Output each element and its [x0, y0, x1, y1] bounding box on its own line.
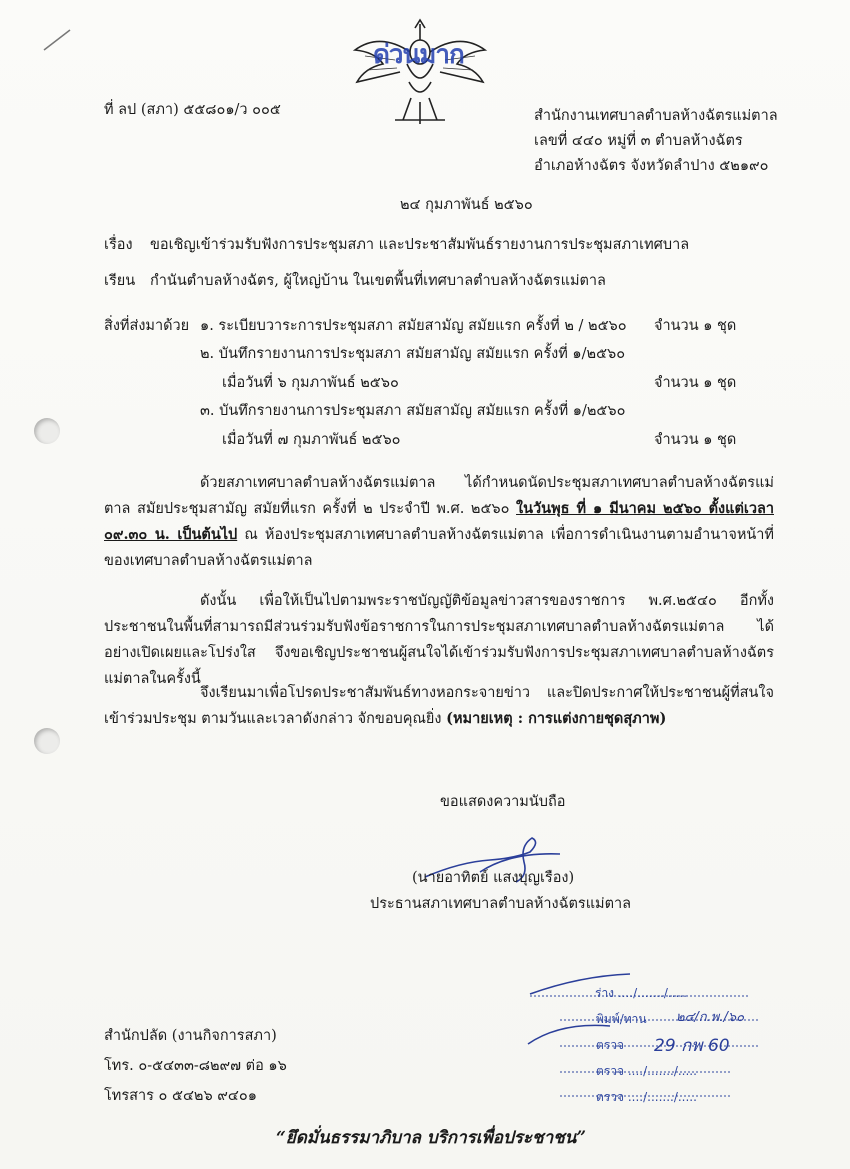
stamp-typed-date: ๒๔/ก.พ./๖๐	[676, 1010, 745, 1025]
punch-hole-top	[34, 418, 60, 444]
body-paragraph-3	[104, 680, 774, 732]
office-line-2: เลขที่ ๔๔๐ หมู่ที่ ๓ ตำบลห้างฉัตร	[534, 133, 743, 149]
enclosure-2-line2: เมื่อวันที่ ๖ กุมภาพันธ์ ๒๕๖๐	[222, 375, 399, 391]
p1-text-a: ด้วยสภาเทศบาลตำบลห้างฉัตรแม่ตาล ได้กำหนดนัดประชุมสภาเทศบาลตำบลห้างฉัตรแม่ตาล สมัยประชุมสามัญ สมัยที่แรก ครั้งที่ ๒ ประจำปี พ.ศ. ๒๕๖๐	[104, 475, 774, 517]
footer-department: สำนักปลัด (งานกิจการสภา)	[104, 1028, 277, 1044]
p3-note: (หมายเหตุ : การแต่งกายชุดสุภาพ)	[446, 710, 667, 727]
closing-regards: ขอแสดงความนับถือ	[440, 794, 566, 810]
footer-slogan: “ยึดมั่นธรรมาภิบาล บริการเพื่อประชาชน”	[276, 1128, 587, 1148]
document-date: ๒๔ กุมภาพันธ์ ๒๕๖๐	[400, 197, 533, 213]
footer-telephone: โทร. ๐-๕๔๓๓-๘๒๙๗ ต่อ ๑๖	[104, 1058, 287, 1074]
subject-text: ขอเชิญเข้าร่วมรับฟังการประชุมสภา และประชาสัมพันธ์รายงานการประชุมสภาเทศบาล	[150, 237, 690, 253]
stamp-row-check-3: ตรวจ ..../......./.....	[596, 1090, 697, 1104]
subject-label: เรื่อง	[104, 237, 133, 253]
office-line-1: สำนักงานเทศบาลตำบลห้างฉัตรแม่ตาล	[534, 108, 778, 124]
enclosure-1-line1: ๑. ระเบียบวาระการประชุมสภา สมัยสามัญ สมัยแรก ครั้งที่ ๒ / ๒๕๖๐	[200, 318, 627, 334]
enclosure-2-line1: ๒. บันทึกรายงานการประชุมสภา สมัยสามัญ สมัยแรก ครั้งที่ ๑/๒๕๖๐	[200, 346, 626, 362]
signer-name: (นายอาทิตย์ แสงบุญเรือง)	[412, 870, 575, 886]
to-text: กำนันตำบลห้างฉัตร, ผู้ใหญ่บ้าน ในเขตพื้นที่เทศบาลตำบลห้างฉัตรแม่ตาล	[150, 273, 606, 289]
enclosure-1-qty: จำนวน ๑ ชุด	[654, 318, 737, 334]
enclosure-3-qty: จำนวน ๑ ชุด	[654, 432, 737, 448]
stamp-row-draft: ร่าง ..../......./.....	[595, 986, 687, 1000]
punch-hole-bottom	[34, 728, 60, 754]
stamp-row-typed: พิมพ์/ทาน	[596, 1012, 647, 1026]
body-paragraph-1	[104, 470, 774, 574]
body-paragraph-2	[104, 588, 774, 692]
stamp-check-date: 29 กพ 60	[654, 1036, 730, 1056]
stamp-row-check-1: ตรวจ	[596, 1038, 625, 1052]
urgent-stamp: ด่วนมาก	[373, 40, 464, 70]
footer-fax: โทรสาร ๐ ๕๔๒๖ ๙๔๐๑	[104, 1088, 257, 1104]
p3-text: จึงเรียนมาเพื่อโปรดประชาสัมพันธ์ทางหอกระจายข่าว และปิดประกาศให้ประชาชนผู้ที่สนใจเข้าร่วมประชุม ตามวันและเวลาดังกล่าว จักขอบคุณยิ่ง	[104, 685, 774, 727]
pen-mark	[38, 24, 78, 54]
to-label: เรียน	[104, 273, 136, 289]
office-line-3: อำเภอห้างฉัตร จังหวัดลำปาง ๕๒๑๙๐	[534, 158, 769, 174]
stamp-row-check-2: ตรวจ ..../......./.....	[596, 1064, 697, 1078]
signer-position: ประธานสภาเทศบาลตำบลห้างฉัตรแม่ตาล	[370, 896, 632, 912]
enclosure-3-line2: เมื่อวันที่ ๗ กุมภาพันธ์ ๒๕๖๐	[222, 432, 401, 448]
p1-text-b: ณ ห้องประชุมสภาเทศบาลตำบลห้างฉัตรแม่ตาล เพื่อการดำเนินงานตามอำนาจหน้าที่ของเทศบาลตำบลห้างฉัตรแม่ตาล	[104, 527, 774, 569]
enclosure-2-qty: จำนวน ๑ ชุด	[654, 375, 737, 391]
enclosure-3-line1: ๓. บันทึกรายงานการประชุมสภา สมัยสามัญ สมัยแรก ครั้งที่ ๑/๒๕๖๐	[200, 403, 626, 419]
reference-number: ที่ ลป (สภา) ๕๕๘๐๑/ว ๐๐๕	[104, 102, 281, 118]
p2-text: ดังนั้น เพื่อให้เป็นไปตามพระราชบัญญัติข้อมูลข่าวสารของราชการ พ.ศ.๒๕๔๐ อีกทั้งประชาชนในพื้นที่สามารถมีส่วนร่วมรับฟังข้อราชการในการประชุมสภาเทศบาลตำบลห้างฉัตรแม่ตาล ได้อย่างเปิดเผยและโปร่งใส จึงขอเชิญประชาชนผู้สนใจได้เข้าร่วมรับฟังการประชุมสภาเทศบาลตำบลห้างฉัตรแม่ตาลในครั้งนี้	[104, 593, 774, 687]
p1-meeting-time: ในวันพุธ ที่ ๑ มีนาคม ๒๕๖๐ ตั้งแต่เวลา ๐๙.๓๐ น. เป็นต้นไป	[104, 500, 774, 543]
enclosures-label: สิ่งที่ส่งมาด้วย	[104, 318, 190, 334]
